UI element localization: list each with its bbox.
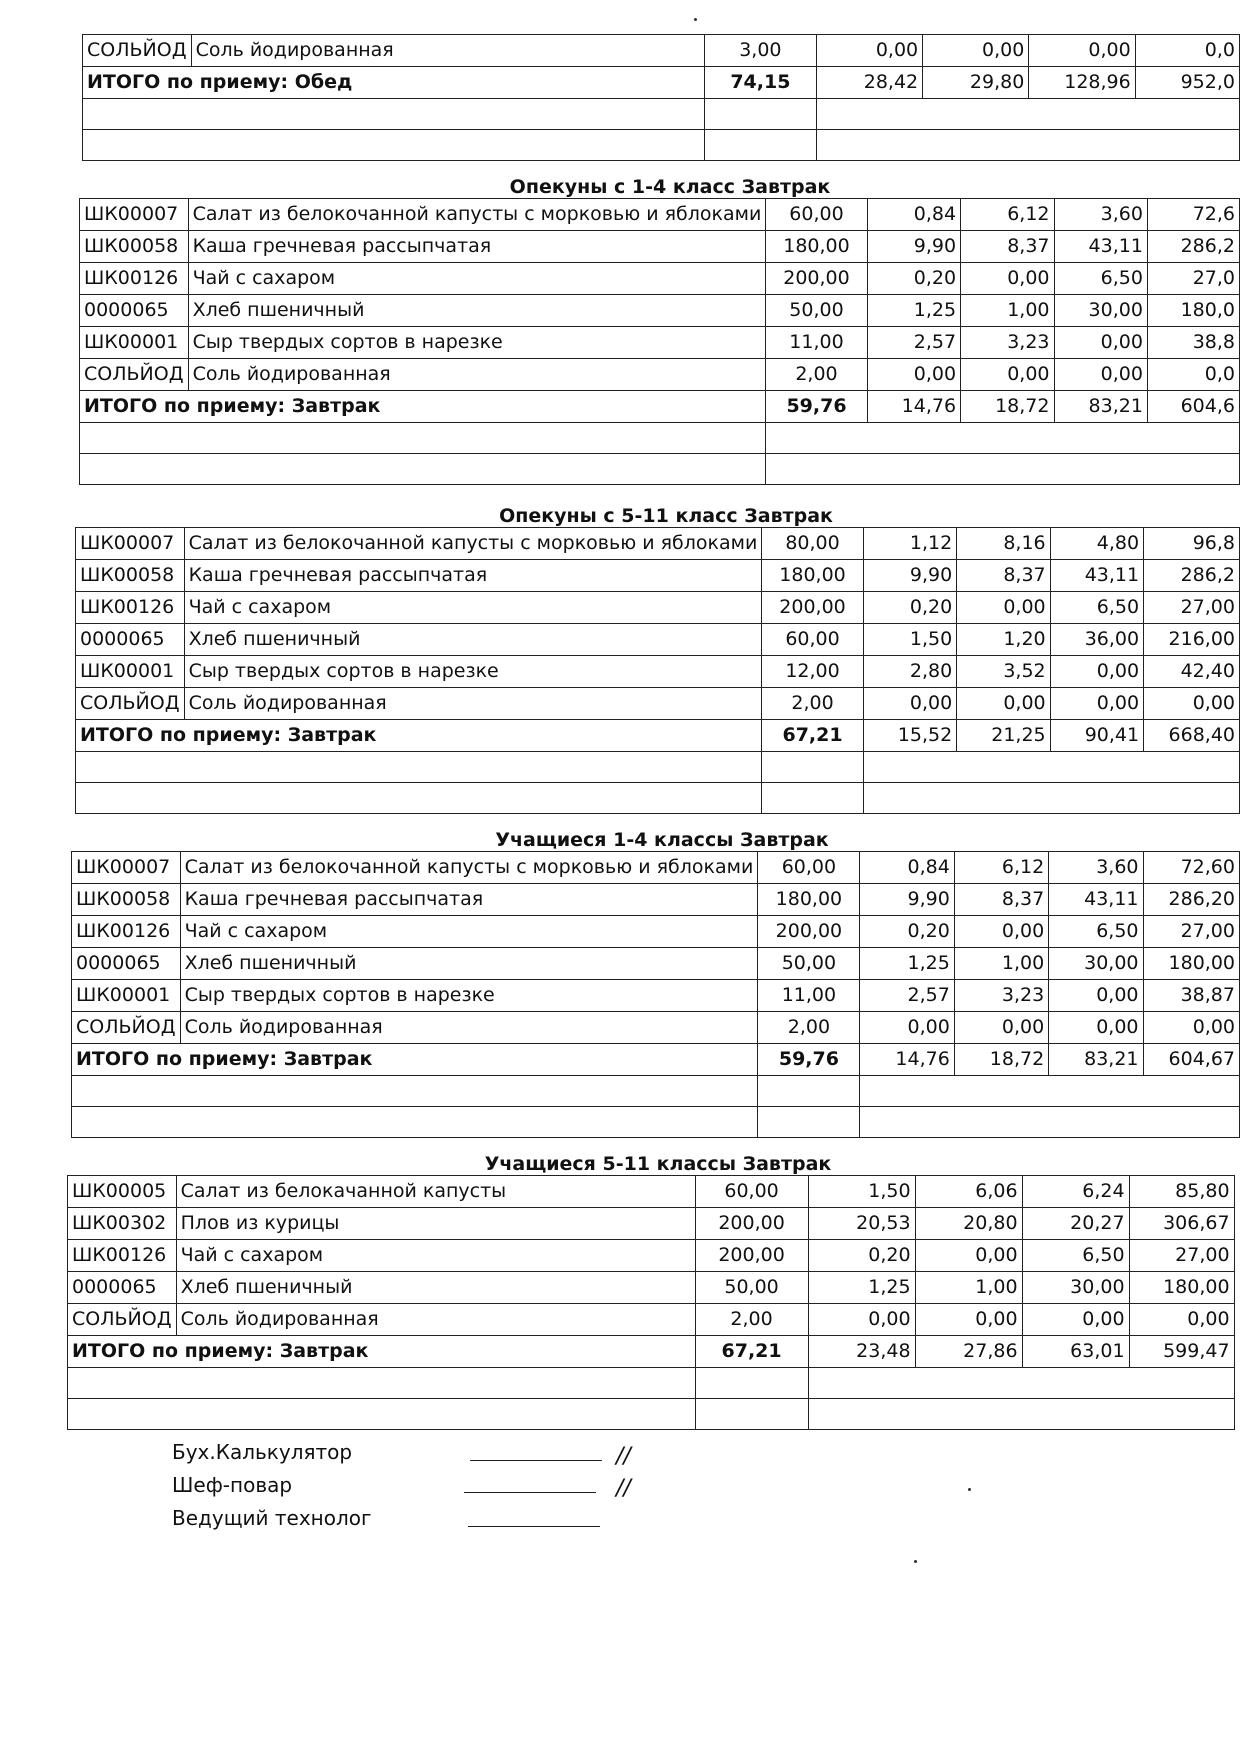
item-code: СОЛЬЙОД xyxy=(68,1304,177,1336)
item-code: ШК00058 xyxy=(72,884,181,916)
item-value-1: 0,20 xyxy=(867,263,960,295)
table-students-1-4-breakfast xyxy=(71,851,1240,1138)
item-qty: 60,00 xyxy=(758,852,860,884)
item-name: Хлеб пшеничный xyxy=(180,948,758,980)
table-row xyxy=(80,295,1240,327)
item-value-1: 2,57 xyxy=(860,980,954,1012)
signature-mark: // xyxy=(616,1444,631,1469)
item-code: ШК00007 xyxy=(80,199,189,231)
item-value-3: 6,50 xyxy=(1022,1240,1129,1272)
item-value-4: 27,0 xyxy=(1147,263,1239,295)
item-qty: 2,00 xyxy=(695,1304,808,1336)
table-row xyxy=(68,1240,1235,1272)
item-value-3: 0,00 xyxy=(1049,980,1143,1012)
total-value-3: 90,41 xyxy=(1050,720,1143,752)
table-row xyxy=(68,1304,1235,1336)
item-value-2: 8,37 xyxy=(954,884,1048,916)
signature-role-chef: Шеф-повар xyxy=(172,1473,293,1497)
item-value-1: 9,90 xyxy=(867,231,960,263)
total-value-4: 599,47 xyxy=(1129,1336,1234,1368)
item-code: ШК00302 xyxy=(68,1208,177,1240)
signature-mark: // xyxy=(616,1476,631,1501)
item-value-1: 2,57 xyxy=(867,327,960,359)
item-value-4: 96,8 xyxy=(1144,528,1240,560)
item-value-1: 9,90 xyxy=(863,560,956,592)
item-value-3: 0,00 xyxy=(1050,656,1143,688)
table-row xyxy=(72,852,1240,884)
scan-speck xyxy=(968,1488,971,1491)
item-value-4: 0,00 xyxy=(1144,688,1240,720)
table-row xyxy=(68,1208,1235,1240)
item-value-3: 43,11 xyxy=(1049,884,1143,916)
item-code: 0000065 xyxy=(72,948,181,980)
section-title: Учащиеся 1-4 классы Завтрак xyxy=(495,829,829,851)
item-code: СОЛЬЙОД xyxy=(76,688,185,720)
item-value-3: 43,11 xyxy=(1050,560,1143,592)
total-row xyxy=(83,67,1240,99)
signature-role-technologist: Ведущий технолог xyxy=(172,1506,372,1530)
blank-row xyxy=(68,1368,1235,1399)
item-value-4: 216,00 xyxy=(1144,624,1240,656)
blank-row xyxy=(83,99,1240,130)
item-value-4: 180,00 xyxy=(1129,1272,1234,1304)
item-code: СОЛЬЙОД xyxy=(80,359,189,391)
total-value-1: 15,52 xyxy=(863,720,956,752)
item-value-4: 0,00 xyxy=(1143,1012,1239,1044)
total-value-4: 952,0 xyxy=(1135,67,1239,99)
item-code: СОЛЬЙОД xyxy=(83,35,192,67)
item-value-4: 180,00 xyxy=(1143,948,1239,980)
item-qty: 2,00 xyxy=(766,359,867,391)
item-qty: 200,00 xyxy=(766,263,867,295)
table-row xyxy=(76,528,1240,560)
item-code: СОЛЬЙОД xyxy=(72,1012,181,1044)
total-label: ИТОГО по приему: Завтрак xyxy=(80,391,766,423)
item-value-1: 0,00 xyxy=(867,359,960,391)
total-value-2: 18,72 xyxy=(961,391,1054,423)
item-name: Каша гречневая рассыпчатая xyxy=(184,560,762,592)
item-code: ШК00058 xyxy=(80,231,189,263)
item-name: Каша гречневая рассыпчатая xyxy=(188,231,766,263)
total-qty: 59,76 xyxy=(766,391,867,423)
item-value-4: 85,80 xyxy=(1129,1176,1234,1208)
item-qty: 180,00 xyxy=(762,560,863,592)
total-label: ИТОГО по приему: Завтрак xyxy=(76,720,762,752)
item-value-2: 1,00 xyxy=(954,948,1048,980)
item-value-2: 8,37 xyxy=(957,560,1050,592)
total-qty: 74,15 xyxy=(704,67,816,99)
item-qty: 11,00 xyxy=(758,980,860,1012)
signature-line xyxy=(464,1492,596,1493)
item-value-1: 1,25 xyxy=(860,948,954,980)
item-value-2: 6,12 xyxy=(954,852,1048,884)
item-code: ШК00001 xyxy=(76,656,185,688)
item-value-4: 286,2 xyxy=(1144,560,1240,592)
item-qty: 50,00 xyxy=(758,948,860,980)
item-value-1: 0,20 xyxy=(860,916,954,948)
item-value-2: 3,52 xyxy=(957,656,1050,688)
blank-row xyxy=(83,130,1240,161)
item-code: ШК00126 xyxy=(68,1240,177,1272)
table-guardians-5-11-breakfast xyxy=(75,527,1240,814)
item-value-1: 1,12 xyxy=(863,528,956,560)
blank-row xyxy=(72,1076,1240,1107)
item-value-4: 0,0 xyxy=(1147,359,1239,391)
item-name: Соль йодированная xyxy=(191,35,704,67)
item-value-3: 6,50 xyxy=(1050,592,1143,624)
scan-speck xyxy=(914,1560,917,1563)
item-qty: 60,00 xyxy=(766,199,867,231)
item-code: ШК00126 xyxy=(80,263,189,295)
table-students-5-11-breakfast xyxy=(67,1175,1235,1430)
item-value-2: 1,00 xyxy=(961,295,1054,327)
item-value-1: 0,00 xyxy=(808,1304,915,1336)
total-value-4: 604,6 xyxy=(1147,391,1239,423)
total-value-2: 27,86 xyxy=(915,1336,1022,1368)
total-value-2: 29,80 xyxy=(923,67,1029,99)
total-value-2: 21,25 xyxy=(957,720,1050,752)
item-value-3: 0,00 xyxy=(1022,1304,1129,1336)
item-value-2: 20,80 xyxy=(915,1208,1022,1240)
item-value-1: 1,25 xyxy=(808,1272,915,1304)
item-value-1: 1,25 xyxy=(867,295,960,327)
item-name: Соль йодированная xyxy=(188,359,766,391)
blank-row xyxy=(76,783,1240,814)
item-code: ШК00058 xyxy=(76,560,185,592)
item-name: Салат из белокочанной капусты с морковью и яблоками xyxy=(184,528,762,560)
item-qty: 2,00 xyxy=(758,1012,860,1044)
total-value-2: 18,72 xyxy=(954,1044,1048,1076)
item-qty: 180,00 xyxy=(758,884,860,916)
item-name: Салат из белокочанной капусты с морковью и яблоками xyxy=(188,199,766,231)
item-qty: 200,00 xyxy=(695,1208,808,1240)
table-row xyxy=(76,560,1240,592)
item-value-1: 9,90 xyxy=(860,884,954,916)
table-row xyxy=(76,656,1240,688)
item-value-4: 0,0 xyxy=(1135,35,1239,67)
item-value-3: 43,11 xyxy=(1054,231,1147,263)
item-value-1: 0,20 xyxy=(808,1240,915,1272)
item-qty: 50,00 xyxy=(695,1272,808,1304)
item-qty: 60,00 xyxy=(762,624,863,656)
total-qty: 67,21 xyxy=(695,1336,808,1368)
item-value-4: 27,00 xyxy=(1129,1240,1234,1272)
item-code: 0000065 xyxy=(76,624,185,656)
item-value-3: 6,50 xyxy=(1054,263,1147,295)
item-qty: 60,00 xyxy=(695,1176,808,1208)
item-value-3: 30,00 xyxy=(1054,295,1147,327)
item-value-1: 0,00 xyxy=(863,688,956,720)
item-name: Салат из белокочанной капусты с морковью и яблоками xyxy=(180,852,758,884)
item-value-4: 27,00 xyxy=(1144,592,1240,624)
item-value-2: 0,00 xyxy=(957,688,1050,720)
blank-row xyxy=(80,423,1240,454)
item-value-2: 3,23 xyxy=(961,327,1054,359)
item-value-2: 0,00 xyxy=(923,35,1029,67)
item-value-3: 0,00 xyxy=(1049,1012,1143,1044)
item-code: 0000065 xyxy=(80,295,189,327)
item-qty: 200,00 xyxy=(762,592,863,624)
total-value-1: 23,48 xyxy=(808,1336,915,1368)
total-value-4: 668,40 xyxy=(1144,720,1240,752)
item-name: Плов из курицы xyxy=(176,1208,695,1240)
table-row xyxy=(76,624,1240,656)
item-name: Чай с сахаром xyxy=(176,1240,695,1272)
blank-row xyxy=(80,454,1240,485)
item-qty: 2,00 xyxy=(762,688,863,720)
item-value-1: 0,84 xyxy=(860,852,954,884)
item-qty: 3,00 xyxy=(704,35,816,67)
item-qty: 180,00 xyxy=(766,231,867,263)
item-value-3: 0,00 xyxy=(1029,35,1135,67)
total-value-3: 83,21 xyxy=(1049,1044,1143,1076)
item-code: ШК00001 xyxy=(80,327,189,359)
item-name: Соль йодированная xyxy=(184,688,762,720)
item-qty: 50,00 xyxy=(766,295,867,327)
item-value-4: 42,40 xyxy=(1144,656,1240,688)
item-value-3: 36,00 xyxy=(1050,624,1143,656)
table-row xyxy=(80,359,1240,391)
item-value-4: 0,00 xyxy=(1129,1304,1234,1336)
total-label: ИТОГО по приему: Обед xyxy=(83,67,705,99)
item-name: Соль йодированная xyxy=(176,1304,695,1336)
table-row xyxy=(68,1176,1235,1208)
signature-line xyxy=(470,1460,602,1461)
item-value-2: 6,06 xyxy=(915,1176,1022,1208)
item-value-2: 0,00 xyxy=(915,1304,1022,1336)
item-code: ШК00005 xyxy=(68,1176,177,1208)
signature-role-accountant: Бух.Калькулятор xyxy=(172,1440,353,1464)
total-row xyxy=(76,720,1240,752)
item-value-4: 286,2 xyxy=(1147,231,1239,263)
item-name: Соль йодированная xyxy=(180,1012,758,1044)
item-value-3: 0,00 xyxy=(1050,688,1143,720)
item-value-4: 180,0 xyxy=(1147,295,1239,327)
item-name: Хлеб пшеничный xyxy=(188,295,766,327)
item-code: ШК00001 xyxy=(72,980,181,1012)
table-row xyxy=(72,916,1240,948)
item-value-3: 3,60 xyxy=(1054,199,1147,231)
total-value-1: 14,76 xyxy=(860,1044,954,1076)
total-value-1: 14,76 xyxy=(867,391,960,423)
item-value-3: 20,27 xyxy=(1022,1208,1129,1240)
item-value-2: 0,00 xyxy=(961,263,1054,295)
item-qty: 200,00 xyxy=(758,916,860,948)
total-value-4: 604,67 xyxy=(1143,1044,1239,1076)
item-value-3: 3,60 xyxy=(1049,852,1143,884)
item-name: Хлеб пшеничный xyxy=(184,624,762,656)
total-value-3: 83,21 xyxy=(1054,391,1147,423)
item-value-1: 0,20 xyxy=(863,592,956,624)
table-row xyxy=(80,327,1240,359)
item-value-1: 0,00 xyxy=(816,35,922,67)
item-name: Чай с сахаром xyxy=(188,263,766,295)
table-row xyxy=(72,1012,1240,1044)
item-value-4: 72,60 xyxy=(1143,852,1239,884)
total-row xyxy=(68,1336,1235,1368)
table-guardians-1-4-breakfast xyxy=(79,198,1240,485)
item-name: Каша гречневая рассыпчатая xyxy=(180,884,758,916)
total-label: ИТОГО по приему: Завтрак xyxy=(72,1044,758,1076)
signature-line xyxy=(468,1526,600,1527)
scan-speck xyxy=(694,18,697,21)
table-row xyxy=(76,592,1240,624)
item-qty: 11,00 xyxy=(766,327,867,359)
item-name: Сыр твердых сортов в нарезке xyxy=(184,656,762,688)
item-value-2: 8,16 xyxy=(957,528,1050,560)
table-lunch-continuation xyxy=(82,34,1240,161)
item-value-3: 4,80 xyxy=(1050,528,1143,560)
item-value-1: 1,50 xyxy=(808,1176,915,1208)
item-value-2: 0,00 xyxy=(961,359,1054,391)
table-row xyxy=(72,980,1240,1012)
item-value-2: 0,00 xyxy=(915,1240,1022,1272)
item-value-2: 3,23 xyxy=(954,980,1048,1012)
item-value-4: 286,20 xyxy=(1143,884,1239,916)
section-title: Опекуны с 5-11 класс Завтрак xyxy=(499,505,833,527)
item-value-2: 0,00 xyxy=(954,916,1048,948)
item-code: ШК00126 xyxy=(72,916,181,948)
item-value-2: 0,00 xyxy=(957,592,1050,624)
item-qty: 80,00 xyxy=(762,528,863,560)
item-value-4: 38,87 xyxy=(1143,980,1239,1012)
item-name: Салат из белокачанной капусты xyxy=(176,1176,695,1208)
item-code: ШК00007 xyxy=(76,528,185,560)
item-value-2: 1,20 xyxy=(957,624,1050,656)
item-value-4: 306,67 xyxy=(1129,1208,1234,1240)
total-qty: 67,21 xyxy=(762,720,863,752)
section-title: Опекуны с 1-4 класс Завтрак xyxy=(509,176,831,198)
item-value-1: 0,00 xyxy=(860,1012,954,1044)
table-row xyxy=(80,231,1240,263)
item-value-4: 38,8 xyxy=(1147,327,1239,359)
blank-row xyxy=(76,752,1240,783)
item-value-1: 20,53 xyxy=(808,1208,915,1240)
item-value-1: 1,50 xyxy=(863,624,956,656)
table-row xyxy=(80,263,1240,295)
table-row xyxy=(72,948,1240,980)
item-code: ШК00126 xyxy=(76,592,185,624)
item-name: Чай с сахаром xyxy=(180,916,758,948)
item-value-2: 6,12 xyxy=(961,199,1054,231)
item-value-2: 1,00 xyxy=(915,1272,1022,1304)
item-code: 0000065 xyxy=(68,1272,177,1304)
item-value-3: 0,00 xyxy=(1054,327,1147,359)
table-row xyxy=(72,884,1240,916)
item-name: Чай с сахаром xyxy=(184,592,762,624)
item-value-4: 27,00 xyxy=(1143,916,1239,948)
item-name: Хлеб пшеничный xyxy=(176,1272,695,1304)
table-row xyxy=(68,1272,1235,1304)
item-value-3: 30,00 xyxy=(1049,948,1143,980)
total-row xyxy=(72,1044,1240,1076)
item-name: Сыр твердых сортов в нарезке xyxy=(188,327,766,359)
total-label: ИТОГО по приему: Завтрак xyxy=(68,1336,696,1368)
item-value-2: 0,00 xyxy=(954,1012,1048,1044)
item-value-3: 30,00 xyxy=(1022,1272,1129,1304)
item-value-3: 6,24 xyxy=(1022,1176,1129,1208)
item-value-3: 6,50 xyxy=(1049,916,1143,948)
item-value-2: 8,37 xyxy=(961,231,1054,263)
item-qty: 200,00 xyxy=(695,1240,808,1272)
total-qty: 59,76 xyxy=(758,1044,860,1076)
item-qty: 12,00 xyxy=(762,656,863,688)
table-row xyxy=(80,199,1240,231)
table-row xyxy=(76,688,1240,720)
item-value-4: 72,6 xyxy=(1147,199,1239,231)
total-value-3: 63,01 xyxy=(1022,1336,1129,1368)
item-value-1: 0,84 xyxy=(867,199,960,231)
total-value-1: 28,42 xyxy=(816,67,922,99)
total-value-3: 128,96 xyxy=(1029,67,1135,99)
table-row xyxy=(83,35,1240,67)
section-title: Учащиеся 5-11 классы Завтрак xyxy=(484,1153,832,1175)
total-row xyxy=(80,391,1240,423)
item-name: Сыр твердых сортов в нарезке xyxy=(180,980,758,1012)
item-value-3: 0,00 xyxy=(1054,359,1147,391)
item-code: ШК00007 xyxy=(72,852,181,884)
blank-row xyxy=(68,1399,1235,1430)
item-value-1: 2,80 xyxy=(863,656,956,688)
blank-row xyxy=(72,1107,1240,1138)
